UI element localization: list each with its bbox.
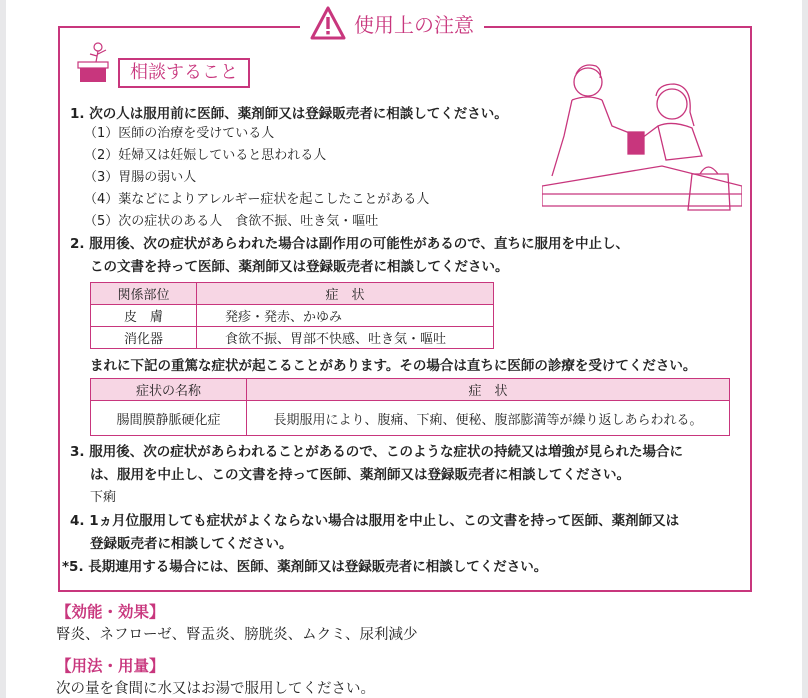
consultation-illustration <box>542 56 742 216</box>
table-header: 症 状 <box>247 379 730 401</box>
item-1-sub: （5）次の症状のある人 食欲不振、吐き気・嘔吐 <box>84 214 379 229</box>
right-margin <box>802 0 808 698</box>
left-margin <box>0 0 6 698</box>
table-cell: 長期服用により、腹痛、下痢、便秘、腹部膨満等が繰り返しあらわれる。 <box>247 401 730 436</box>
item-1-sub: （3）胃腸の弱い人 <box>84 170 197 185</box>
rare-note: まれに下記の重篤な症状が起こることがあります。その場合は直ちに医師の診療を受けてください。 <box>90 358 697 374</box>
dosage-text: 次の量を食間に水又はお湯で服用してください。 <box>56 681 375 697</box>
table-cell: 腸間膜静脈硬化症 <box>91 401 247 436</box>
efficacy-text: 腎炎、ネフローゼ、腎盂炎、膀胱炎、ムクミ、尿利減少 <box>56 627 418 643</box>
dosage-heading: 【用法・用量】 <box>56 657 165 675</box>
table-header: 症 状 <box>197 283 494 305</box>
serious-symptoms-table <box>90 378 730 436</box>
table-header: 関係部位 <box>91 283 197 305</box>
item-4-text: 4. 1ヵ月位服用しても症状がよくならない場合は服用を中止し、この文書を持って医師、薬剤師又は <box>70 513 680 529</box>
item-1-sub: （2）妊婦又は妊娠していると思われる人 <box>84 148 327 163</box>
item-4-text: 登録販売者に相談してください。 <box>90 536 293 552</box>
precautions-title: 使用上の注意 <box>354 12 474 37</box>
precautions-header <box>300 4 484 42</box>
table-cell: 消化器 <box>91 327 197 349</box>
section-title: 相談すること <box>118 58 250 88</box>
table-row <box>91 401 730 436</box>
item-5-text: *5. 長期連用する場合には、医師、薬剤師又は登録販売者に相談してください。 <box>62 559 548 575</box>
side-effects-table <box>90 282 494 349</box>
item-1-sub: （1）医師の治療を受けている人 <box>84 126 275 141</box>
table-row <box>91 305 494 327</box>
warning-icon <box>310 6 346 40</box>
table-header: 症状の名称 <box>91 379 247 401</box>
table-cell: 皮 膚 <box>91 305 197 327</box>
table-cell: 発疹・発赤、かゆみ <box>197 305 494 327</box>
table-cell: 食欲不振、胃部不快感、吐き気・嘔吐 <box>197 327 494 349</box>
item-2-text: 2. 服用後、次の症状があらわれた場合は副作用の可能性があるので、直ちに服用を中止し、 <box>70 236 629 252</box>
item-2-text: この文書を持って医師、薬剤師又は登録販売者に相談してください。 <box>90 259 509 275</box>
efficacy-heading: 【効能・効果】 <box>56 603 165 621</box>
item-1-sub: （4）薬などによりアレルギー症状を起こしたことがある人 <box>84 192 430 207</box>
consultation-icon <box>76 42 110 82</box>
item-3-sub: 下痢 <box>90 490 117 505</box>
table-row <box>91 327 494 349</box>
item-3-text: 3. 服用後、次の症状があらわれることがあるので、このような症状の持続又は増強が見られた場合に <box>70 444 683 460</box>
item-3-text: は、服用を中止し、この文書を持って医師、薬剤師又は登録販売者に相談してください。 <box>90 467 630 483</box>
item-1-text: 1. 次の人は服用前に医師、薬剤師又は登録販売者に相談してください。 <box>70 106 508 122</box>
